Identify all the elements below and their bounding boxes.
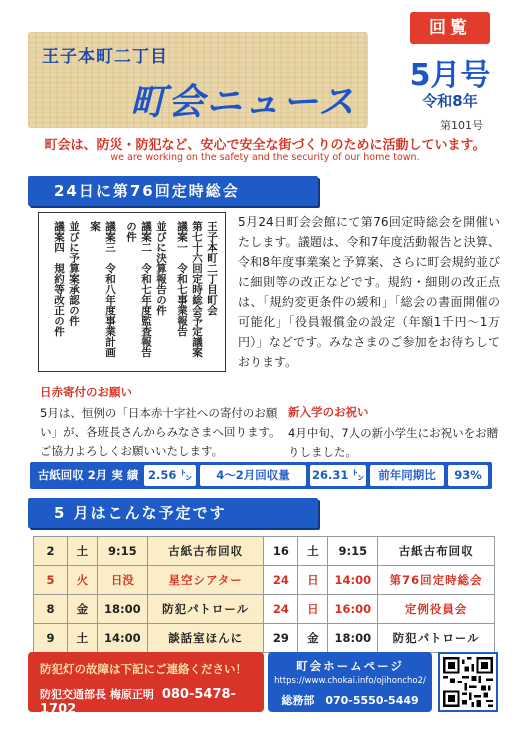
contact-phone: 080-5478-1702 bbox=[40, 687, 236, 717]
office-phone: 総務部 070-5550-5449 bbox=[281, 694, 419, 707]
streetlight-contact-box bbox=[28, 652, 264, 717]
agenda-item: 並びに予算案承認の件 bbox=[68, 221, 80, 326]
schedule-time: 14:00 bbox=[328, 566, 378, 595]
mission-statement: 町会は、防災・防犯など、安心で安全な街づくりのために活動しています。 bbox=[44, 138, 486, 153]
mission-statement-en: we are working on the safety and the security of our home town. bbox=[110, 152, 420, 163]
schedule-day: 9 bbox=[34, 624, 68, 653]
red-cross-text: 5月は、恒例の「日本赤十字社への寄付のお願い」が、各班長さんからみなさまへ回ります。ご協力よろしくお願いいたします。 bbox=[40, 406, 281, 458]
new-students-text: 4月中旬、7人の新小学生にお祝いをお贈りしました。 bbox=[288, 426, 499, 459]
schedule-weekday: 土 bbox=[67, 624, 97, 653]
agenda-subtitle: 第七十六回定時総会予定議案 bbox=[191, 221, 203, 358]
schedule-weekday: 火 bbox=[67, 566, 97, 595]
schedule-weekday: 土 bbox=[298, 537, 328, 566]
schedule-row bbox=[34, 624, 495, 653]
schedule-weekday: 土 bbox=[67, 537, 97, 566]
schedule-table bbox=[33, 536, 495, 653]
schedule-time: 日没 bbox=[97, 566, 147, 595]
agenda-item: 並びに決算報告の件 bbox=[155, 221, 167, 316]
stats-value-period: 26.31 ㌧ bbox=[310, 465, 366, 486]
schedule-event: 防犯パトロール bbox=[378, 624, 495, 653]
schedule-weekday: 金 bbox=[298, 624, 328, 653]
agenda-title: 王子本町二丁目町会 bbox=[206, 221, 218, 316]
schedule-event: 談話室ほんに bbox=[147, 624, 264, 653]
agenda-box bbox=[38, 212, 226, 372]
agenda-item: 議案三 令和八年度事業計画案 bbox=[89, 221, 116, 358]
schedule-event: 第76回定時総会 bbox=[378, 566, 495, 595]
schedule-row bbox=[34, 595, 495, 624]
schedule-event: 古紙古布回収 bbox=[378, 537, 495, 566]
schedule-weekday: 日 bbox=[298, 595, 328, 624]
stats-value-monthly: 2.56 ㌧ bbox=[144, 465, 196, 486]
schedule-row bbox=[34, 537, 495, 566]
agenda-item: 議案二 令和七年度監査報告の件 bbox=[125, 221, 152, 358]
streetlight-notice: 防犯灯の故障は下記にご連絡ください！ bbox=[40, 662, 247, 676]
qr-code-icon[interactable] bbox=[438, 652, 498, 712]
schedule-day: 2 bbox=[34, 537, 68, 566]
schedule-day: 8 bbox=[34, 595, 68, 624]
stats-label-period: 4～2月回収量 bbox=[200, 465, 306, 486]
schedule-day: 29 bbox=[264, 624, 298, 653]
schedule-row bbox=[34, 566, 495, 595]
schedule-weekday: 日 bbox=[298, 566, 328, 595]
stats-value-yoy: 93% bbox=[448, 465, 488, 486]
schedule-time: 18:00 bbox=[328, 624, 378, 653]
schedule-day: 16 bbox=[264, 537, 298, 566]
meeting-description: 5月24日町会会館にて第76回定時総会を開催いたします。議題は、令和7年度活動報告と決算、令和8年度事業案と予算案、さらに町会規約並びに細則等の改正などです。規約・細則の改正点は、「規約変更条件の緩和」「総会の書面開催の可能化」「役員報償金の設定（年額1千円～1万円）」などです。みなさまのご参加をお待ちしております。 bbox=[238, 215, 500, 369]
homepage-label: 町会ホームページ bbox=[296, 659, 404, 673]
schedule-event: 定例役員会 bbox=[378, 595, 495, 624]
homepage-box bbox=[268, 652, 432, 712]
paper-recycling-stats bbox=[30, 462, 492, 489]
issue-number: 第101号 bbox=[440, 119, 483, 132]
schedule-day: 24 bbox=[264, 595, 298, 624]
red-cross-title: 日赤寄付のお願い bbox=[40, 385, 132, 399]
contact-role: 防犯交通部長 梅原正明 bbox=[40, 688, 154, 701]
stats-label-monthly: 古紙回収 2月 実 績 bbox=[37, 468, 139, 482]
masthead-subtitle: 王子本町二丁目 bbox=[42, 47, 168, 67]
kairan-badge: 回覧 bbox=[410, 12, 490, 44]
schedule-time: 18:00 bbox=[97, 595, 147, 624]
schedule-time: 9:15 bbox=[328, 537, 378, 566]
schedule-weekday: 金 bbox=[67, 595, 97, 624]
meeting-heading: 24日に第76回定時総会 bbox=[28, 176, 318, 206]
streetlight-contact bbox=[40, 686, 264, 717]
schedule-day: 5 bbox=[34, 566, 68, 595]
stats-label-yoy: 前年同期比 bbox=[370, 465, 444, 486]
homepage-url[interactable]: https://www.chokai.info/ojihoncho2/ bbox=[274, 676, 426, 686]
masthead-title: 町会ニュース bbox=[130, 82, 357, 123]
agenda-item: 議案一 令和七事業報告 bbox=[176, 221, 188, 337]
new-students-title: 新入学のお祝い bbox=[288, 405, 369, 419]
issue-era: 令和8年 bbox=[422, 92, 478, 110]
schedule-time: 14:00 bbox=[97, 624, 147, 653]
schedule-event: 防犯パトロール bbox=[147, 595, 264, 624]
issue-month: 5月号 bbox=[409, 58, 491, 93]
schedule-heading: 5 月はこんな予定です bbox=[28, 498, 318, 528]
schedule-day: 24 bbox=[264, 566, 298, 595]
schedule-event: 星空シアター bbox=[147, 566, 264, 595]
agenda-item: 議案四 規約等改正の件 bbox=[53, 221, 65, 337]
schedule-time: 9:15 bbox=[97, 537, 147, 566]
masthead-banner bbox=[28, 32, 368, 128]
schedule-event: 古紙古布回収 bbox=[147, 537, 264, 566]
schedule-time: 16:00 bbox=[328, 595, 378, 624]
